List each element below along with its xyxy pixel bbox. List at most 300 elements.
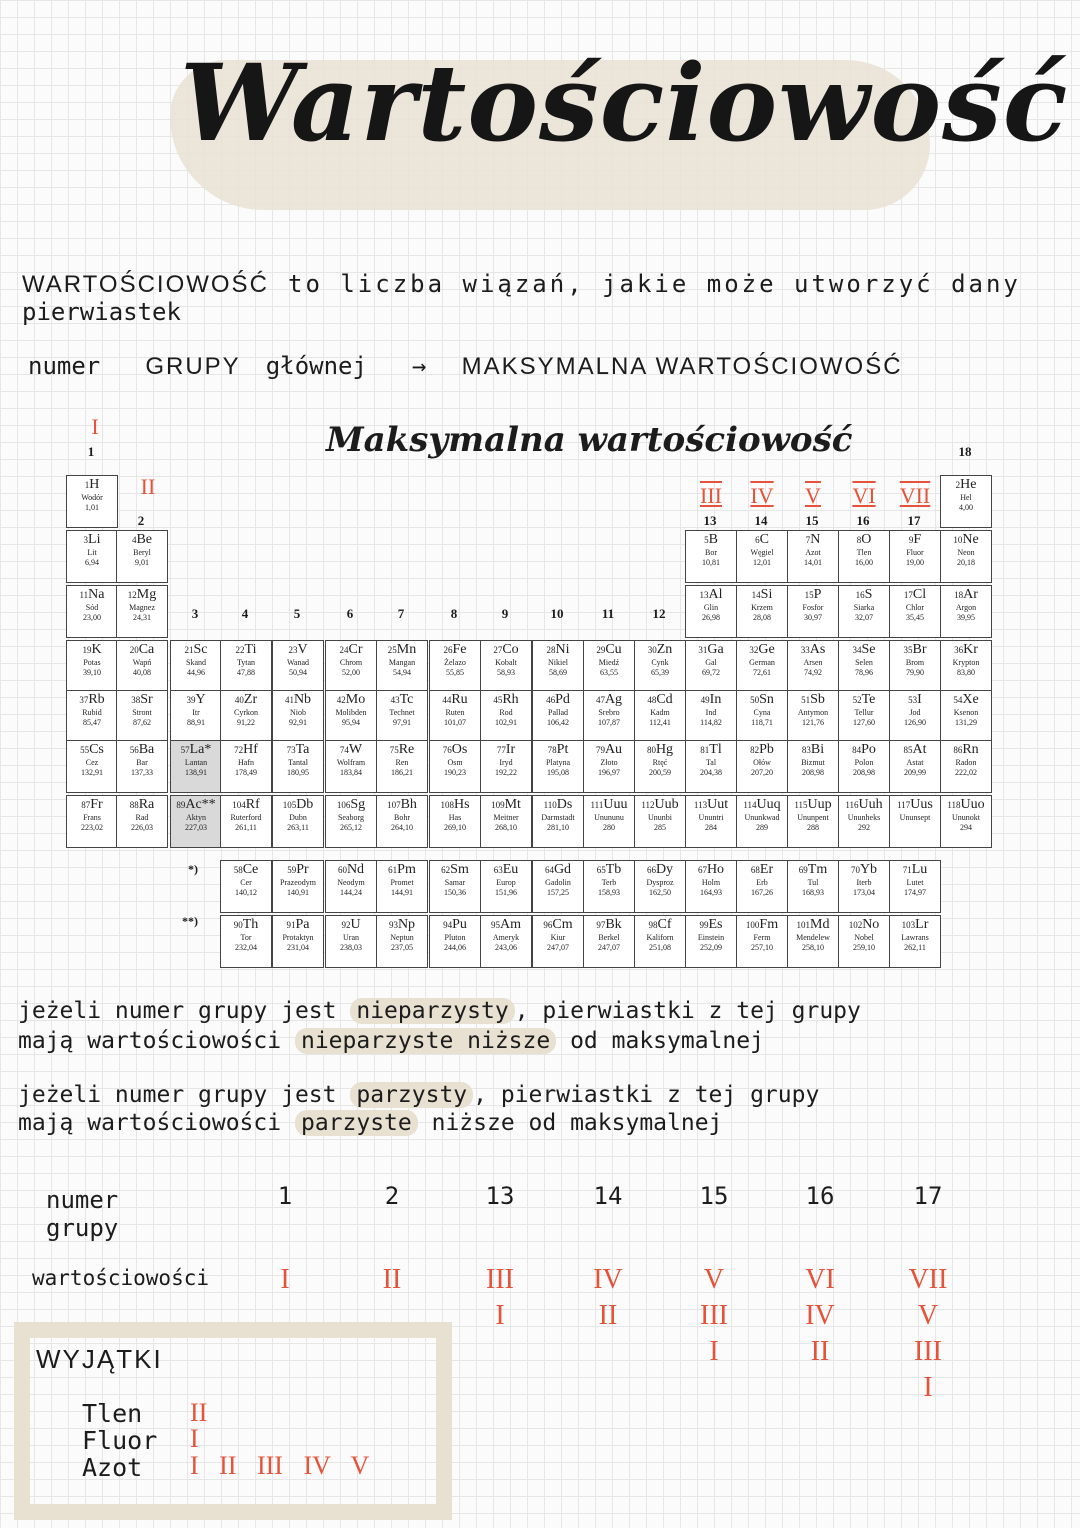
atomic-number: 96 — [543, 920, 553, 930]
valence-value: VII — [908, 1264, 948, 1295]
atomic-number: 105 — [282, 800, 297, 810]
atomic-mass: 126,90 — [904, 718, 926, 727]
element-pa — [272, 915, 324, 968]
group-number: 6 — [346, 606, 354, 621]
atomic-mass: 289 — [756, 823, 768, 832]
atomic-number: 83 — [801, 745, 811, 755]
element-name: Ununheks — [847, 813, 881, 822]
atomic-mass: 164,93 — [700, 888, 722, 897]
element-name: Krypton — [952, 658, 980, 667]
element-sc — [170, 640, 222, 693]
element-zr — [220, 690, 272, 743]
element-name: Ununkwad — [744, 813, 780, 822]
element-symbol: Mn — [396, 642, 417, 657]
atomic-number: 78 — [547, 745, 557, 755]
atomic-mass: 180,95 — [287, 768, 309, 777]
atomic-mass: 200,59 — [649, 768, 671, 777]
element-symbol: Ce — [242, 862, 259, 877]
atomic-number: 95 — [491, 920, 500, 930]
atomic-number: 28 — [546, 645, 556, 655]
element-kr — [940, 640, 992, 693]
element-f — [889, 530, 941, 583]
atomic-mass: 16,00 — [855, 558, 873, 567]
atomic-mass: 252,09 — [700, 943, 722, 952]
atomic-mass: 258,10 — [802, 943, 824, 952]
atomic-mass: 50,94 — [289, 668, 307, 677]
element-symbol: Db — [296, 797, 314, 812]
atomic-mass: 40,08 — [133, 668, 151, 677]
atomic-mass: 237,05 — [391, 943, 413, 952]
element-symbol: Mo — [345, 692, 366, 707]
atomic-mass: 32,07 — [855, 613, 873, 622]
atomic-mass: 55,85 — [446, 668, 464, 677]
element-xe — [940, 690, 992, 743]
atomic-number: 92 — [341, 920, 351, 930]
element-fr — [66, 795, 118, 848]
atomic-number: 4 — [131, 535, 137, 545]
element-es — [685, 915, 737, 968]
element-name: Kadm — [650, 708, 670, 717]
valence-group-number: 14 — [593, 1182, 623, 1210]
atomic-number: 33 — [800, 645, 810, 655]
valence-group-number: 13 — [485, 1182, 515, 1210]
atomic-mass: 112,41 — [649, 718, 671, 727]
element-name: Uran — [343, 933, 359, 942]
atomic-mass: 54,94 — [393, 668, 411, 677]
exceptions-title: WYJĄTKI — [36, 1344, 163, 1374]
element-name: Tul — [807, 878, 819, 887]
atomic-mass: 167,26 — [751, 888, 773, 897]
element-symbol: Cd — [656, 692, 673, 707]
atomic-number: 36 — [954, 645, 964, 655]
valence-group-number: 2 — [384, 1182, 400, 1210]
element-pb — [736, 740, 788, 793]
odd-rule-highlight-2: nieparzyste niższe — [295, 1028, 556, 1054]
atomic-mass: 79,90 — [906, 668, 924, 677]
atomic-mass: 140,12 — [235, 888, 257, 897]
atomic-mass: 26,98 — [702, 613, 720, 622]
element-fe — [429, 640, 481, 693]
valence-group-number: 17 — [913, 1182, 943, 1210]
element-symbol: N — [810, 532, 821, 547]
element-symbol: Tc — [399, 692, 414, 707]
odd-rule-line-1 — [18, 998, 861, 1024]
atomic-mass: 150,36 — [444, 888, 466, 897]
atomic-number: 26 — [443, 645, 453, 655]
element-symbol: He — [960, 477, 977, 492]
odd-rule-text-a: jeżeli numer grupy jest — [18, 998, 337, 1024]
element-name: Neon — [957, 548, 975, 557]
element-name: Ununsept — [899, 813, 931, 822]
atomic-mass: 58,69 — [549, 668, 567, 677]
element-name: Holm — [701, 878, 721, 887]
element-name: Mangan — [388, 658, 416, 667]
atomic-mass: 227,03 — [185, 823, 207, 832]
atomic-number: 23 — [288, 645, 298, 655]
element-se — [838, 640, 890, 693]
atomic-mass: 137,33 — [131, 768, 153, 777]
atomic-number: 107 — [387, 800, 401, 810]
element-name: Ameryk — [492, 933, 520, 942]
series-marker: **) — [182, 914, 198, 928]
atomic-mass: 173,04 — [853, 888, 875, 897]
atomic-number: 35 — [903, 645, 913, 655]
element-symbol: Ta — [295, 742, 310, 757]
element-symbol: As — [809, 642, 826, 657]
element-symbol: Cs — [89, 742, 104, 757]
element-symbol: Gd — [553, 862, 572, 877]
element-name: Nobel — [854, 933, 874, 942]
atomic-number: 55 — [80, 745, 90, 755]
element-symbol: Am — [500, 917, 521, 932]
atomic-number: 11 — [79, 590, 89, 600]
group-number: 7 — [397, 606, 405, 621]
element-name: Wodór — [81, 493, 103, 502]
atomic-mass: 158,93 — [598, 888, 620, 897]
element-b — [685, 530, 737, 583]
atomic-mass: 243,06 — [495, 943, 517, 952]
element-symbol: Hs — [453, 797, 470, 812]
element-symbol: Ho — [706, 862, 725, 877]
atomic-number: 103 — [901, 920, 916, 930]
element-symbol: Es — [708, 917, 723, 932]
element-er — [736, 860, 788, 913]
element-symbol: Uuu — [603, 797, 628, 812]
element-name: Miedź — [598, 658, 620, 667]
valence-value: IV — [805, 1300, 835, 1331]
atomic-mass: 107,87 — [598, 718, 620, 727]
atomic-mass: 183,84 — [340, 768, 362, 777]
group-number: 1 — [87, 444, 95, 459]
atomic-mass: 23,00 — [83, 613, 101, 622]
atomic-number: 10 — [953, 535, 963, 545]
element-symbol: No — [862, 917, 880, 932]
atomic-number: 67 — [697, 865, 707, 875]
atomic-mass: 102,91 — [495, 718, 517, 727]
element-symbol: Mg — [136, 587, 157, 602]
valence-group-number: 1 — [277, 1182, 293, 1210]
element-name: Cer — [240, 878, 252, 887]
element-symbol: Uus — [910, 797, 933, 812]
atomic-mass: 294 — [960, 823, 972, 832]
atomic-mass: 144,24 — [340, 888, 362, 897]
element-cd — [634, 690, 686, 743]
element-name: Hafn — [238, 758, 254, 767]
element-name: Fluor — [906, 548, 924, 557]
element-name: Złoto — [600, 758, 618, 767]
element-symbol: Uut — [707, 797, 729, 812]
element-pr — [272, 860, 324, 913]
element-symbol: Au — [604, 742, 623, 757]
atomic-mass: 190,23 — [444, 768, 466, 777]
element-name: Itr — [192, 708, 200, 717]
element-symbol: Dy — [655, 862, 674, 877]
element-am — [480, 915, 532, 968]
group-number: 14 — [754, 513, 768, 528]
element-name: Wolfram — [336, 758, 366, 767]
group-number: 8 — [450, 606, 458, 621]
element-name: Wanad — [286, 658, 309, 667]
ptable-title: Maksymalna wartościowość — [326, 420, 853, 460]
element-symbol: Cu — [605, 642, 622, 657]
atomic-mass: 231,04 — [287, 943, 309, 952]
element-name: Fosfor — [802, 603, 824, 612]
atomic-mass: 101,07 — [444, 718, 466, 727]
element-symbol: Fe — [452, 642, 467, 657]
element-name: Ksenon — [953, 708, 979, 717]
element-li — [66, 530, 118, 583]
atomic-number: 79 — [595, 745, 605, 755]
element-name: Tantal — [288, 758, 308, 767]
odd-rule-text-d: od maksymalnej — [570, 1028, 764, 1054]
atomic-mass: 72,61 — [753, 668, 771, 677]
atomic-mass: 24,31 — [133, 613, 151, 622]
valence-value: II — [810, 1336, 830, 1367]
element-ti — [220, 640, 272, 693]
atomic-mass: 78,96 — [855, 668, 873, 677]
element-symbol: U — [350, 917, 361, 932]
atomic-mass: 106,42 — [547, 718, 569, 727]
atomic-number: 48 — [647, 695, 657, 705]
atomic-mass: 4,00 — [959, 503, 973, 512]
element-name: Potas — [83, 658, 101, 667]
atomic-mass: 132,91 — [81, 768, 103, 777]
page-title: Wartościowość — [180, 40, 1069, 165]
atomic-number: 117 — [897, 800, 911, 810]
atomic-number: 104 — [232, 800, 246, 810]
group-valence-roman: V — [805, 483, 821, 508]
group-number: 9 — [501, 606, 509, 621]
element-si — [736, 585, 788, 638]
element-na — [66, 585, 118, 638]
group-number: 11 — [601, 606, 615, 621]
element-cs — [66, 740, 118, 793]
element-bi — [787, 740, 839, 793]
atomic-mass: 195,08 — [547, 768, 569, 777]
atomic-number: 81 — [700, 745, 710, 755]
atomic-number: 93 — [388, 920, 398, 930]
atomic-mass: 178,49 — [235, 768, 257, 777]
element-symbol: Ru — [451, 692, 468, 707]
atomic-number: 110 — [543, 800, 557, 810]
atomic-number: 76 — [442, 745, 452, 755]
atomic-mass: 162,50 — [649, 888, 671, 897]
element-symbol: Ca — [138, 642, 155, 657]
even-rule-highlight-1: parzysty — [350, 1082, 473, 1108]
element-ir — [480, 740, 532, 793]
atomic-number: 59 — [287, 865, 297, 875]
atomic-number: 47 — [595, 695, 605, 705]
element-symbol: Xe — [962, 692, 979, 707]
odd-rule-highlight-1: nieparzysty — [350, 998, 514, 1024]
exception-tlen-name: Tlen — [82, 1399, 143, 1428]
element-name: Skand — [186, 658, 206, 667]
element-ba — [116, 740, 168, 793]
group-number: 2 — [137, 513, 145, 528]
element-db — [272, 795, 324, 848]
element-uus — [889, 795, 941, 848]
element-ds — [532, 795, 584, 848]
element-name: Platyna — [546, 758, 570, 767]
element-tl — [685, 740, 737, 793]
element-name: Bizmut — [801, 758, 825, 767]
series-marker: *) — [188, 862, 198, 876]
element-name: Technet — [389, 708, 415, 717]
element-symbol: Uub — [654, 797, 679, 812]
atomic-number: 60 — [337, 865, 347, 875]
valence-value: III — [700, 1300, 728, 1331]
group-number: 16 — [856, 513, 870, 528]
atomic-mass: 265,12 — [340, 823, 362, 832]
element-symbol: Pr — [296, 862, 309, 877]
atomic-number: 18 — [954, 590, 964, 600]
element-name: Iterb — [856, 878, 872, 887]
element-gd — [532, 860, 584, 913]
atomic-number: 25 — [387, 645, 397, 655]
rule-glownej: głównej — [265, 352, 367, 380]
atomic-mass: 268,10 — [495, 823, 517, 832]
atomic-mass: 209,99 — [904, 768, 926, 777]
element-bk — [583, 915, 635, 968]
element-symbol: Pb — [759, 742, 774, 757]
element-symbol: Os — [451, 742, 468, 757]
element-name: Has — [448, 813, 462, 822]
element-symbol: Sc — [193, 642, 208, 657]
atomic-number: 44 — [442, 695, 452, 705]
element-s — [838, 585, 890, 638]
exception-fluor-valence: I — [190, 1424, 199, 1453]
element-symbol: Ar — [963, 587, 978, 602]
atomic-number: 84 — [852, 745, 862, 755]
atomic-mass: 28,08 — [753, 613, 771, 622]
element-symbol: Li — [88, 532, 101, 547]
valence-value: I — [495, 1300, 505, 1331]
element-name: Neptun — [390, 933, 414, 942]
element-sg — [325, 795, 377, 848]
atomic-mass: 88,91 — [187, 718, 205, 727]
element-symbol: Hf — [243, 742, 258, 757]
element-name: German — [749, 658, 775, 667]
atomic-number: 42 — [336, 695, 346, 705]
atomic-mass: 151,96 — [495, 888, 517, 897]
element-symbol: P — [813, 587, 822, 602]
atomic-mass: 6,94 — [85, 558, 99, 567]
element-symbol: Ba — [138, 742, 155, 757]
element-name: Glin — [703, 603, 719, 612]
element-mo — [325, 690, 377, 743]
element-fm — [736, 915, 788, 968]
atomic-number: 38 — [131, 695, 141, 705]
atomic-mass: 65,39 — [651, 668, 669, 677]
element-br — [889, 640, 941, 693]
element-sn — [736, 690, 788, 743]
element-name: Kaliforn — [646, 933, 674, 942]
element-name: Astat — [906, 758, 924, 767]
element-name: Pallad — [548, 708, 568, 717]
element-symbol: Sg — [350, 797, 366, 812]
atomic-number: 115 — [794, 800, 808, 810]
element-name: Sód — [85, 603, 99, 612]
element-symbol: Br — [912, 642, 927, 657]
valence-value: I — [280, 1264, 290, 1295]
element-symbol: Nd — [346, 862, 365, 877]
element-ac — [170, 795, 222, 848]
atomic-mass: 292 — [858, 823, 870, 832]
element-name: Neodym — [337, 878, 365, 887]
atomic-number: 20 — [129, 645, 139, 655]
element-uuo — [940, 795, 992, 848]
element-name: Osm — [447, 758, 463, 767]
element-i — [889, 690, 941, 743]
element-pm — [376, 860, 428, 913]
element-name: Krzem — [751, 603, 773, 612]
element-te — [838, 690, 890, 743]
element-symbol: Be — [136, 532, 153, 547]
odd-rule-line-2 — [18, 1028, 764, 1054]
element-al — [685, 585, 737, 638]
element-ga — [685, 640, 737, 693]
element-os — [429, 740, 481, 793]
atomic-mass: 58,93 — [497, 668, 515, 677]
element-name: Argon — [955, 603, 977, 612]
atomic-mass: 157,25 — [547, 888, 569, 897]
element-name: Ununpent — [797, 813, 829, 822]
element-symbol: Cr — [348, 642, 363, 657]
atomic-number: 32 — [749, 645, 759, 655]
atomic-mass: 63,55 — [600, 668, 618, 677]
element-uup — [787, 795, 839, 848]
valence-value: V — [703, 1264, 725, 1295]
rule-numer: numer — [28, 352, 101, 380]
element-uuh — [838, 795, 890, 848]
atomic-number: 109 — [491, 800, 505, 810]
element-symbol: Uuh — [858, 797, 883, 812]
element-as — [787, 640, 839, 693]
element-name: Tlen — [856, 548, 872, 557]
element-symbol: S — [864, 587, 873, 602]
atomic-number: 86 — [953, 745, 963, 755]
atomic-number: 34 — [852, 645, 862, 655]
atomic-number: 116 — [845, 800, 859, 810]
element-symbol: O — [861, 532, 872, 547]
element-name: Ren — [395, 758, 409, 767]
element-pd — [532, 690, 584, 743]
element-name: Tytan — [236, 658, 256, 667]
element-name: Molibden — [335, 708, 367, 717]
element-name: Lawrans — [901, 933, 929, 942]
atomic-number: 40 — [234, 695, 244, 705]
even-rule-line-1 — [18, 1082, 819, 1108]
element-nd — [325, 860, 377, 913]
element-symbol: Rf — [245, 797, 260, 812]
atomic-mass: 196,97 — [598, 768, 620, 777]
element-symbol: Cm — [552, 917, 573, 932]
element-name: Frans — [83, 813, 101, 822]
atomic-mass: 1,01 — [85, 503, 99, 512]
atomic-number: 100 — [745, 920, 760, 930]
atomic-mass: 280 — [603, 823, 615, 832]
atomic-mass: 114,82 — [700, 718, 722, 727]
group-number: 4 — [241, 606, 249, 621]
atomic-number: 45 — [493, 695, 503, 705]
element-symbol: Ds — [556, 797, 573, 812]
group-number: 3 — [191, 606, 199, 621]
element-nb — [272, 690, 324, 743]
element-symbol: Y — [195, 692, 206, 707]
atomic-number: 69 — [798, 865, 808, 875]
atomic-mass: 12,01 — [753, 558, 771, 567]
element-cl — [889, 585, 941, 638]
